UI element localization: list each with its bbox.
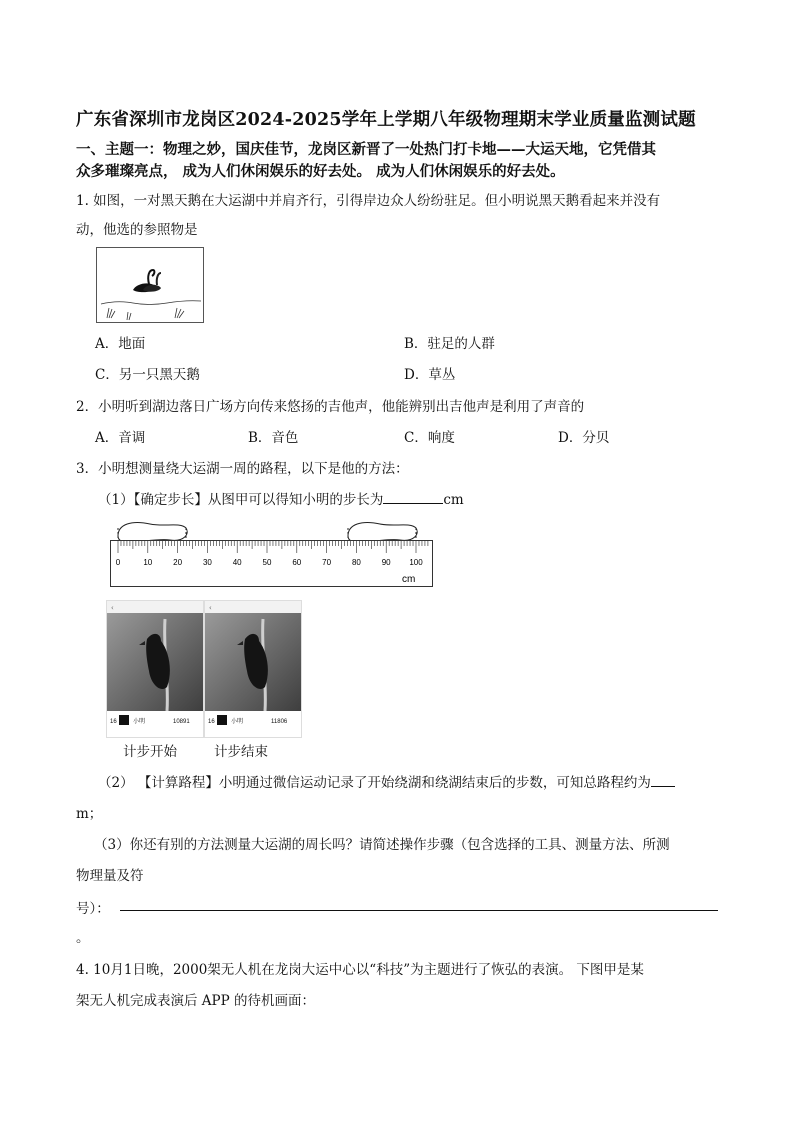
svg-text:小明: 小明	[231, 719, 244, 725]
svg-text:小明: 小明	[133, 719, 146, 725]
q3-part2-text: （2） 【计算路程】小明通过微信运动记录了开始绕湖和绕湖结束后的步数，可知总路程约为	[98, 775, 651, 791]
svg-text:‹: ‹	[209, 604, 212, 612]
svg-text:11806: 11806	[271, 719, 288, 725]
q3-part3-line3: 号）：	[76, 901, 110, 917]
ruler-figure	[110, 514, 434, 590]
swan-figure	[96, 247, 204, 323]
q3-part1-text: （1）【确定步长】从图甲可以得知小明的步长为	[98, 492, 384, 508]
ruler-tick-label: 30	[202, 558, 212, 567]
q3-part3-line1: （3）你还有别的方法测量大运湖的周长吗？请简述操作步骤（包含选择的工具、测量方法、所测	[94, 837, 670, 853]
q3-part1-blank[interactable]	[383, 489, 443, 504]
ruler-tick-label: 60	[292, 558, 302, 567]
ruler-unit: cm	[402, 574, 416, 585]
phone-screenshot-start	[106, 600, 204, 738]
q4-text-line2: 架无人机完成表演后 APP 的待机画面：	[76, 993, 315, 1009]
q3-part2-blank[interactable]	[651, 772, 675, 787]
q1-text-line2: 动，他选的参照物是	[76, 222, 198, 238]
svg-text:16: 16	[208, 719, 215, 725]
q1-option-c[interactable]: C．另一只黑天鹅	[95, 367, 200, 383]
ruler-tick-label: 0	[115, 558, 121, 567]
ruler-tick-label: 10	[143, 558, 153, 567]
caption-start: 计步开始	[123, 744, 177, 760]
section-heading-line2: 众多璀璨亮点， 成为人们休闲娱乐的好去处。 成为人们休闲娱乐的好去处。	[76, 163, 565, 180]
svg-text:16: 16	[110, 719, 117, 725]
phone-screenshot-end	[204, 600, 302, 738]
q3-part3-line2: 物理量及符	[76, 868, 144, 884]
ruler-tick-label: 100	[409, 558, 423, 567]
q2-option-c[interactable]: C．响度	[404, 430, 455, 446]
ruler-tick-label: 40	[232, 558, 242, 567]
svg-text:10891: 10891	[173, 719, 190, 725]
q3-part1-unit: cm	[443, 492, 464, 508]
ruler-tick-label: 50	[262, 558, 272, 567]
q2-option-d[interactable]: D．分贝	[558, 430, 610, 446]
svg-text:‹: ‹	[111, 604, 114, 612]
q2-option-b[interactable]: B．音色	[248, 430, 299, 446]
q1-option-a[interactable]: A．地面	[95, 336, 146, 352]
q3-text: 3．小明想测量绕大运湖一周的路程，以下是他的方法：	[76, 461, 409, 477]
bird-photo-end	[205, 601, 301, 737]
q3-part2	[98, 771, 675, 791]
q1-text-line1: 1. 如图，一对黑天鹅在大运湖中并肩齐行，引得岸边众人纷纷驻足。但小明说黑天鹅看起来并没有	[76, 193, 661, 209]
q4-text-line1: 4. 10月1日晚，2000架无人机在龙岗大运中心以“科技”为主题进行了恢弘的表演。 下图甲是某	[76, 962, 644, 978]
q2-option-a[interactable]: A．音调	[95, 430, 146, 446]
section-heading-line1: 一、主题一：物理之妙，国庆佳节，龙岗区新晋了一处热门打卡地——大运天地，它凭借其	[76, 141, 656, 158]
q1-option-d[interactable]: D．草丛	[404, 367, 456, 383]
ruler-tick-label: 70	[322, 558, 332, 567]
ruler-tick-label: 20	[173, 558, 183, 567]
q2-text: 2．小明听到湖边落日广场方向传来悠扬的吉他声，他能辨别出吉他声是利用了声音的	[76, 399, 585, 415]
q3-part1	[98, 488, 464, 508]
q1-option-b[interactable]: B．驻足的人群	[404, 336, 495, 352]
q3-part3-answer-line[interactable]	[120, 910, 718, 911]
swan-illustration	[97, 248, 203, 322]
ruler-tick-label: 90	[381, 558, 391, 567]
page-title: 广东省深圳市龙岗区2024-2025学年上学期八年级物理期末学业质量监测试题	[76, 110, 696, 130]
caption-end: 计步结束	[214, 744, 268, 760]
q3-part3-end: 。	[76, 930, 90, 946]
q3-part2-unit: m；	[76, 806, 103, 822]
ruler-tick-label: 80	[351, 558, 361, 567]
bird-photo-start	[107, 601, 203, 737]
